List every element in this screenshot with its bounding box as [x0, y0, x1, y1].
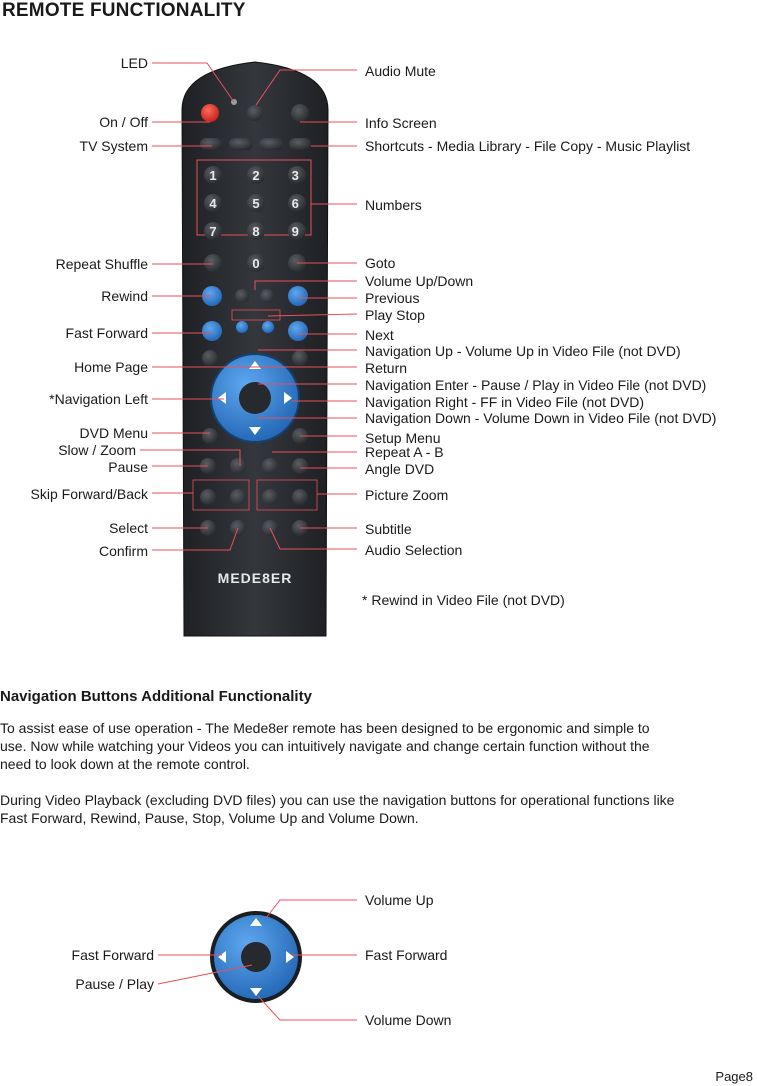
- zoom-out-button: [292, 489, 308, 505]
- return-button: [292, 350, 308, 366]
- label-return: Return: [365, 360, 408, 376]
- repeat-button: [204, 254, 222, 272]
- paragraph-2-line-1: During Video Playback (excluding DVD files) you can use the navigation buttons for operational functions like: [0, 792, 675, 808]
- menu-button: [202, 428, 218, 444]
- label-tv-system: TV System: [79, 138, 148, 154]
- label-goto: Goto: [365, 255, 396, 271]
- stop-button: [262, 321, 274, 333]
- music-button: [289, 138, 311, 150]
- page-title: REMOTE FUNCTIONALITY: [2, 0, 246, 21]
- label-navigation-right: Navigation Right - FF in Video File (not DVD): [365, 394, 645, 410]
- label-home-page: Home Page: [74, 359, 148, 375]
- label-previous: Previous: [365, 290, 420, 306]
- tv-sys-button: [200, 138, 222, 150]
- label-audio-mute: Audio Mute: [365, 63, 436, 79]
- paragraph-2-line-2: Fast Forward, Rewind, Pause, Stop, Volume Up and Volume Down.: [0, 810, 419, 826]
- browser-button: [229, 138, 253, 150]
- diagram-fast-forward-left: Fast Forward: [71, 947, 154, 963]
- fast-forward-button: [202, 321, 222, 341]
- play-button: [236, 321, 248, 333]
- label-select: Select: [109, 520, 148, 536]
- label-rewind: Rewind: [101, 288, 148, 304]
- label-led: LED: [120, 55, 148, 71]
- label-fast-forward: Fast Forward: [65, 325, 148, 341]
- diagram-volume-up: Volume Up: [365, 892, 434, 908]
- label-navigation-up: Navigation Up - Volume Up in Video File (not DVD): [365, 343, 681, 359]
- volume-up-button: [260, 289, 274, 303]
- label-play-stop: Play Stop: [365, 307, 425, 323]
- mute-button: [247, 105, 263, 121]
- label-picture-zoom: Picture Zoom: [365, 487, 449, 503]
- diagram-pause-play: Pause / Play: [75, 976, 154, 992]
- label-navigation-enter: Navigation Enter - Pause / Play in Video File (not DVD): [365, 377, 707, 393]
- label-on-off: On / Off: [99, 114, 148, 130]
- angle-button: [292, 458, 308, 474]
- label-subtitle: Subtitle: [365, 521, 412, 537]
- power-button: [201, 104, 219, 122]
- diagram-fast-forward-right: Fast Forward: [365, 947, 448, 963]
- zoom-in-button: [262, 489, 278, 505]
- label-dvd-menu: DVD Menu: [79, 425, 148, 441]
- label-setup-menu: Setup Menu: [365, 430, 441, 446]
- label-skip-forward-back: Skip Forward/Back: [30, 486, 148, 502]
- label-repeat-a-b: Repeat A - B: [365, 444, 444, 460]
- label-audio-selection: Audio Selection: [365, 542, 463, 558]
- label-numbers: Numbers: [365, 197, 422, 213]
- svg-text:123 456 789 0: 1 2 3 4 5 6 7 8 9 0: [209, 168, 299, 271]
- page-number: Page8: [715, 1069, 753, 1084]
- section-heading: Navigation Buttons Additional Functionality: [0, 688, 312, 705]
- paragraph-1-line-3: need to look down at the remote control.: [0, 756, 250, 772]
- nav-diagram-enter: [241, 942, 271, 972]
- label-repeat-shuffle: Repeat Shuffle: [55, 256, 148, 272]
- next-button: [288, 321, 308, 341]
- label-shortcuts: Shortcuts - Media Library - File Copy - Music Playlist: [365, 138, 691, 154]
- label-slow-zoom: Slow / Zoom: [58, 442, 136, 458]
- skip-forward-button: [230, 489, 246, 505]
- label-volume-up-down: Volume Up/Down: [365, 273, 474, 289]
- footnote: * Rewind in Video File (not DVD): [362, 592, 565, 608]
- label-next: Next: [365, 327, 394, 343]
- previous-button: [288, 286, 308, 306]
- label-navigation-down: Navigation Down - Volume Down in Video File (not DVD): [365, 410, 717, 426]
- paragraph-1-line-2: use. Now while watching your Videos you can intuitively navigate and change certain function without the: [0, 738, 650, 754]
- nav-enter: [239, 382, 271, 414]
- key-1: 1: [209, 168, 217, 183]
- skip-back-button: [200, 489, 216, 505]
- label-pause: Pause: [108, 459, 148, 475]
- slow-button: [230, 458, 246, 474]
- brand-logo: MEDE8ER: [217, 570, 293, 586]
- label-confirm: Confirm: [98, 543, 148, 559]
- ab-button: [262, 458, 278, 474]
- volume-down-button: [235, 289, 249, 303]
- paragraph-1-line-1: To assist ease of use operation - The Mede8er remote has been designed to be ergonomic and simple to: [0, 720, 650, 736]
- copy-button: [259, 138, 283, 150]
- diagram-volume-down: Volume Down: [365, 1012, 452, 1028]
- label-info-screen: Info Screen: [365, 115, 437, 131]
- label-navigation-left: *Navigation Left: [49, 391, 148, 407]
- info-button: [291, 104, 309, 122]
- label-angle-dvd: Angle DVD: [365, 461, 435, 477]
- home-button: [202, 350, 218, 366]
